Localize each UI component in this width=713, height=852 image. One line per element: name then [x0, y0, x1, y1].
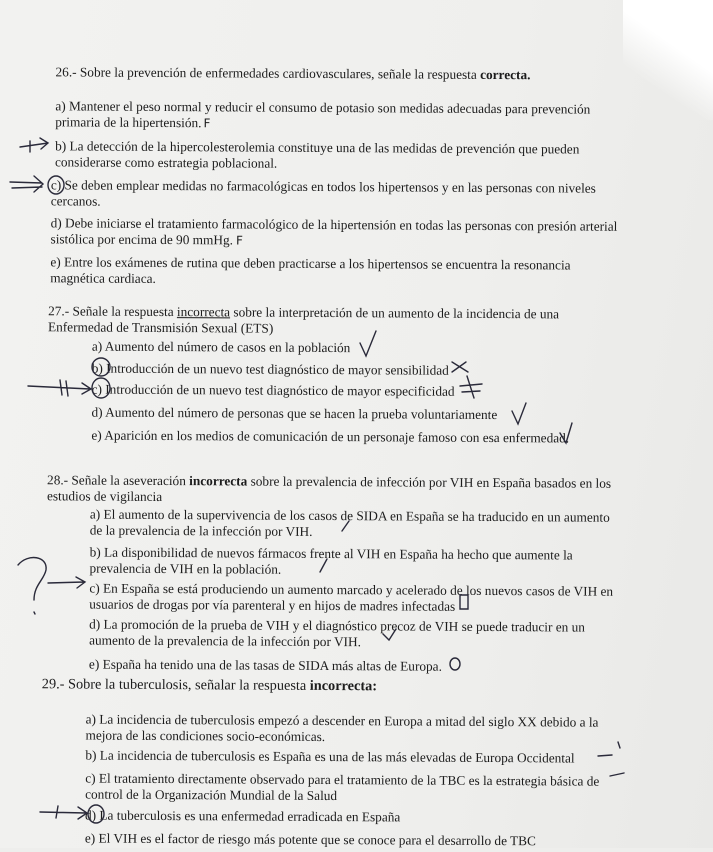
q28-a-slash-icon: [342, 521, 349, 531]
q29-d-arrow-icon: [40, 806, 87, 819]
q28-c-box-icon: [460, 595, 468, 609]
q26-option-c-cont: cercanos.: [50, 193, 101, 209]
q26-b-arrow-icon: [20, 138, 48, 152]
q29-option-a: a) La incidencia de tuberculosis empezó a descender en Europa a mitad del siglo XX debido a la: [85, 711, 599, 730]
q28-title-cont: estudios de vigilancia: [46, 488, 163, 504]
q27-option-e: e) Aparición en los medios de comunicación de un personaje famoso con esa enfermedad.: [91, 427, 570, 446]
q26-option-b-cont: considerarse como estrategia poblacional.: [54, 154, 278, 171]
q27-option-c: c) Introducción de un nuevo test diagnóstico de mayor especificidad: [91, 381, 455, 399]
q28-c-arrow-icon: [48, 577, 85, 588]
q28-d-check-icon: [383, 629, 396, 640]
q26-option-a-cont: primaria de la hipertensión. F: [55, 114, 211, 131]
q27-title-cont: Enfermedad de Transmisión Sexual (ETS): [47, 319, 274, 336]
q28-option-b-cont: prevalencia de VIH en la población.: [89, 560, 282, 577]
q27-b-circle-icon: [92, 358, 110, 376]
q26-option-c: c) Se deben emplear medidas no farmacológicas en todos los hipertensos y en las personas con niveles: [50, 177, 596, 196]
q27-option-b: b) Introducción de un nuevo test diagnóstico de mayor sensibilidad: [91, 360, 449, 378]
q26-option-b: b) La detección de la hipercolesterolemia constituye una de las medidas de prevención que pueden: [55, 138, 580, 157]
q28-option-c-cont: usuarios de drogas por vía parenteral y en hijos de madres infectadas: [89, 596, 456, 614]
q29-option-d: d) La tuberculosis es una enfermedad erradicada en España: [84, 807, 401, 825]
q28-question-mark-icon: [18, 558, 46, 614]
q26-c-arrow-icon: [10, 176, 43, 192]
q27-title: 27.- Señale la respuesta incorrecta sobre la interpretación de un aumento de la incidencia de una: [48, 303, 560, 322]
q29-option-b: b) La incidencia de tuberculosis es España es una de las más elevadas de Europa Occidental: [85, 747, 575, 766]
q26-a-handwritten-mark: F: [203, 116, 211, 131]
q27-b-x-icon: [452, 362, 468, 372]
q27-c-arrow-icon: [28, 380, 91, 396]
q28-option-a: a) El aumento de la supervivencia de los casos de SIDA en España se ha traducido en un aumento: [89, 506, 610, 525]
q26-option-d: d) Debe iniciarse el tratamiento farmacológico de la hipertensión en todas las personas con presión arterial: [50, 215, 618, 234]
q27-option-d: d) Aumento del número de personas que se hacen la prueba voluntariamente: [91, 404, 498, 423]
q29-option-c: c) El tratamiento directamente observado para el tratamiento de la TBC es la estrategia básica de: [85, 770, 600, 789]
q29-d-circle-icon: [88, 805, 104, 823]
q28-option-a-cont: de la prevalencia de la infección por VIH.: [89, 522, 313, 539]
q28-title: 28.- Señale la aseveración incorrecta sobre la prevalencia de infección por VIH en España basados en los: [47, 472, 612, 491]
q28-option-d: d) La promoción de la prueba de VIH y el diagnóstico precoz de VIH se puede traducir en un: [89, 616, 585, 635]
q26-option-e-cont: magnética cardiaca.: [50, 270, 156, 286]
q29-option-a-cont: mejora de las condiciones socio-económicas.: [85, 727, 326, 744]
q28-option-d-cont: aumento de la prevalencia de la infección por VIH.: [89, 632, 361, 650]
q27-c-x-icon: [460, 376, 482, 398]
q26-d-handwritten-mark: F: [235, 233, 243, 248]
q26-title: 26.- Sobre la prevención de enfermedades cardiovasculares, señale la respuesta correcta.: [55, 64, 531, 83]
q28-e-circle-icon: [450, 658, 460, 670]
q29-title: 29.- Sobre la tuberculosis, señalar la respuesta incorrecta:: [41, 676, 378, 695]
q27-c-circle-icon: [92, 378, 110, 398]
q27-option-a: a) Aumento del número de casos en la población: [91, 338, 351, 356]
q27-d-check-icon: [512, 403, 526, 424]
q29-option-c-cont: control de la Organización Mundial de la Salud: [85, 786, 338, 804]
q29-c-dash-icon: [610, 773, 624, 776]
q29-option-e: e) El VIH es el factor de riesgo más potente que se conoce para el desarrollo de TBC: [84, 830, 536, 849]
q29-b-dash-icon: [598, 742, 620, 756]
q28-b-slash-icon: [320, 559, 327, 572]
q26-c-circle-icon: [48, 176, 64, 194]
q28-option-b: b) La disponibilidad de nuevos fármacos frente al VIH en España ha hecho que aumente la: [89, 544, 573, 563]
q28-option-c: c) En España se está produciendo un aumento marcado y acelerado de los nuevos casos de VIH en: [89, 580, 614, 599]
q27-e-check-icon: [560, 423, 572, 443]
q26-option-e: e) Entre los exámenes de rutina que deben practicarse a los hipertensos se encuentra la resonancia: [50, 254, 571, 273]
q28-option-e: e) España ha tenido una de las tasas de SIDA más altas de Europa.: [88, 656, 442, 674]
q26-option-a: a) Mantener el peso normal y reducir el consumo de potasio son medidas adecuadas para prevención: [55, 98, 591, 117]
q27-a-check-icon: [360, 331, 376, 356]
q26-option-d-cont: sistólica por encima de 90 mmHg. F: [50, 231, 243, 248]
